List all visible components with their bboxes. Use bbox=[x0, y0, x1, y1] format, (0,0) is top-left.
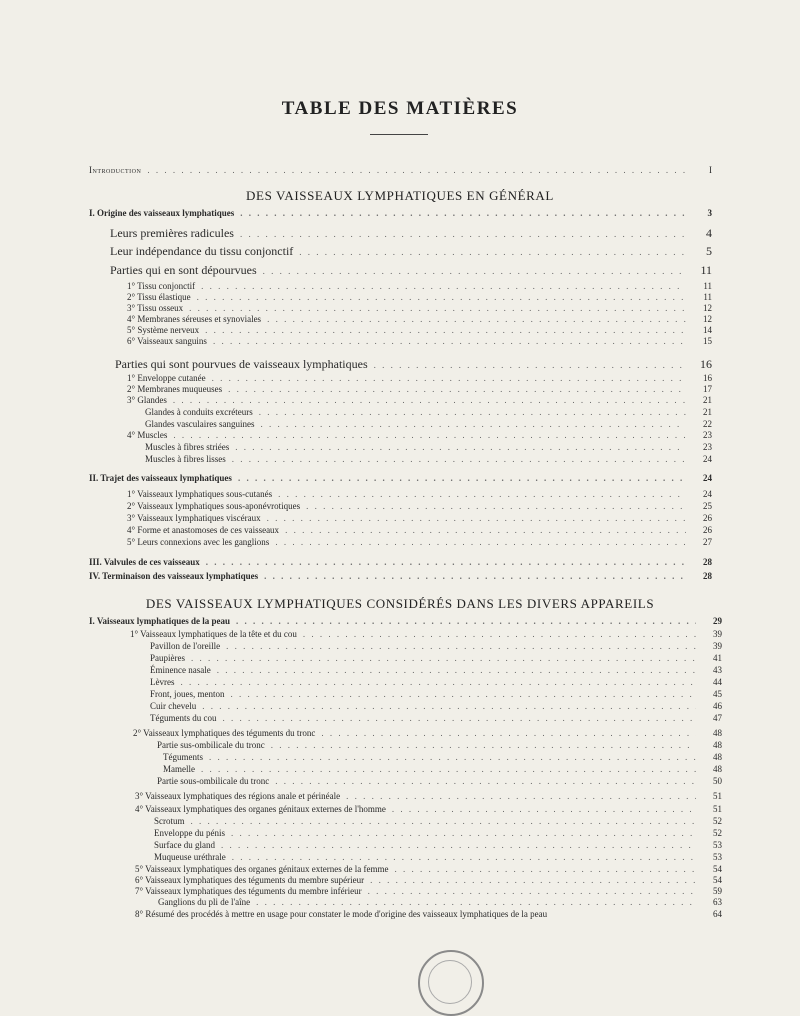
toc-entry: I. Vaisseaux lymphatiques de la peau . . . 29 bbox=[89, 617, 722, 626]
toc-entry: 1° Enveloppe cutanée . . . 16 bbox=[127, 374, 712, 383]
toc-entry: 8° Résumé des procédés à mettre en usage pour constater le mode d'origine des vaisseaux lymphatiques de la peau 64 bbox=[135, 909, 722, 919]
toc-entry: Surface du gland . . . 53 bbox=[154, 841, 722, 850]
toc-entry: Lèvres . . . 44 bbox=[150, 678, 722, 687]
toc-entry: Partie sus-ombilicale du tronc . . . 48 bbox=[157, 741, 722, 750]
toc-entry: Ganglions du pli de l'aîne . . . 63 bbox=[158, 898, 722, 907]
toc-entry: 3° Glandes . . . 21 bbox=[127, 396, 712, 405]
toc-entry: 2° Vaisseaux lymphatiques des téguments du tronc . . . 48 bbox=[133, 729, 722, 738]
toc-entry: Cuir chevelu . . . 46 bbox=[150, 702, 722, 711]
toc-entry: Muscles à fibres lisses . . . 24 bbox=[145, 455, 712, 464]
toc-entry: Glandes à conduits excréteurs . . . 21 bbox=[145, 408, 712, 417]
toc-entry: 4° Forme et anastomoses de ces vaisseaux . . . 26 bbox=[127, 526, 712, 535]
toc-entry: Téguments du cou . . . 47 bbox=[150, 714, 722, 723]
toc-entry: 1° Vaisseaux lymphatiques de la tête et du cou . . . 39 bbox=[130, 630, 722, 639]
toc-entry: 6° Vaisseaux sanguins . . . 15 bbox=[127, 337, 712, 346]
toc-entry: 4° Vaisseaux lymphatiques des organes génitaux externes de l'homme . . . 51 bbox=[135, 805, 722, 814]
toc-entry: 4° Muscles . . . 23 bbox=[127, 431, 712, 440]
toc-entry: Éminence nasale . . . 43 bbox=[150, 666, 722, 675]
toc-entry: I. Origine des vaisseaux lymphatiques . . . 3 bbox=[89, 209, 712, 218]
toc-entry: 1° Vaisseaux lymphatiques sous-cutanés . . . 24 bbox=[127, 490, 712, 499]
toc-entry: 7° Vaisseaux lymphatiques des téguments du membre inférieur . . . 59 bbox=[135, 887, 722, 896]
toc-entry: III. Valvules de ces vaisseaux . . . 28 bbox=[89, 558, 712, 567]
toc-entry: Muqueuse uréthrale . . . 53 bbox=[154, 853, 722, 862]
section-heading-appareils: DES VAISSEAUX LYMPHATIQUES CONSIDÉRÉS DANS LES DIVERS APPAREILS bbox=[145, 596, 655, 611]
toc-entry: Partie sous-ombilicale du tronc . . . 50 bbox=[157, 777, 722, 786]
toc-entry: 4° Membranes séreuses et synoviales . . . 12 bbox=[127, 315, 712, 324]
toc-entry: IV. Terminaison des vaisseaux lymphatiques . . . 28 bbox=[89, 572, 712, 581]
toc-entry: Pavillon de l'oreille . . . 39 bbox=[150, 642, 722, 651]
toc-entry: 5° Système nerveux . . . 14 bbox=[127, 326, 712, 335]
toc-entry: Glandes vasculaires sanguines . . . 22 bbox=[145, 420, 712, 429]
toc-entry: 3° Vaisseaux lymphatiques viscéraux . . . 26 bbox=[127, 514, 712, 523]
toc-entry: II. Trajet des vaisseaux lymphatiques . . . 24 bbox=[89, 474, 712, 483]
toc-entry: 2° Tissu élastique . . . 11 bbox=[127, 293, 712, 302]
toc-entry: Téguments . . . 48 bbox=[163, 753, 722, 762]
page-title: TABLE DES MATIÈRES bbox=[281, 98, 519, 119]
toc-entry: Front, joues, menton . . . 45 bbox=[150, 690, 722, 699]
toc-entry: Muscles à fibres striées . . . 23 bbox=[145, 443, 712, 452]
toc-entry: Leur indépendance du tissu conjonctif . . . 5 bbox=[110, 245, 712, 257]
toc-entry: Introduction . . . I bbox=[89, 166, 712, 175]
toc-entry: Enveloppe du pénis . . . 52 bbox=[154, 829, 722, 838]
toc-entry: 2° Membranes muqueuses . . . 17 bbox=[127, 385, 712, 394]
library-stamp bbox=[418, 950, 484, 1016]
toc-entry: Mamelle . . . 48 bbox=[163, 765, 722, 774]
title-rule bbox=[370, 134, 428, 135]
toc-entry: Paupières . . . 41 bbox=[150, 654, 722, 663]
toc-entry: 6° Vaisseaux lymphatiques des téguments du membre supérieur . . . 54 bbox=[135, 876, 722, 885]
toc-entry: 3° Vaisseaux lymphatiques des régions anale et périnéale . . . 51 bbox=[135, 792, 722, 801]
toc-entry: 3° Tissu osseux . . . 12 bbox=[127, 304, 712, 313]
toc-entry: Parties qui sont pourvues de vaisseaux lymphatiques . . . 16 bbox=[115, 358, 712, 370]
toc-entry: Scrotum . . . 52 bbox=[154, 817, 722, 826]
toc-entry: 5° Vaisseaux lymphatiques des organes génitaux externes de la femme . . . 54 bbox=[135, 865, 722, 874]
toc-entry: Parties qui en sont dépourvues . . . 11 bbox=[110, 264, 712, 276]
section-heading-general: DES VAISSEAUX LYMPHATIQUES EN GÉNÉRAL bbox=[246, 188, 554, 203]
toc-entry: 5° Leurs connexions avec les ganglions . . . 27 bbox=[127, 538, 712, 547]
toc-entry: 1° Tissu conjonctif . . . 11 bbox=[127, 282, 712, 291]
toc-entry: Leurs premières radicules . . . 4 bbox=[110, 227, 712, 239]
toc-entry: 2° Vaisseaux lymphatiques sous-aponévrotiques . . . 25 bbox=[127, 502, 712, 511]
